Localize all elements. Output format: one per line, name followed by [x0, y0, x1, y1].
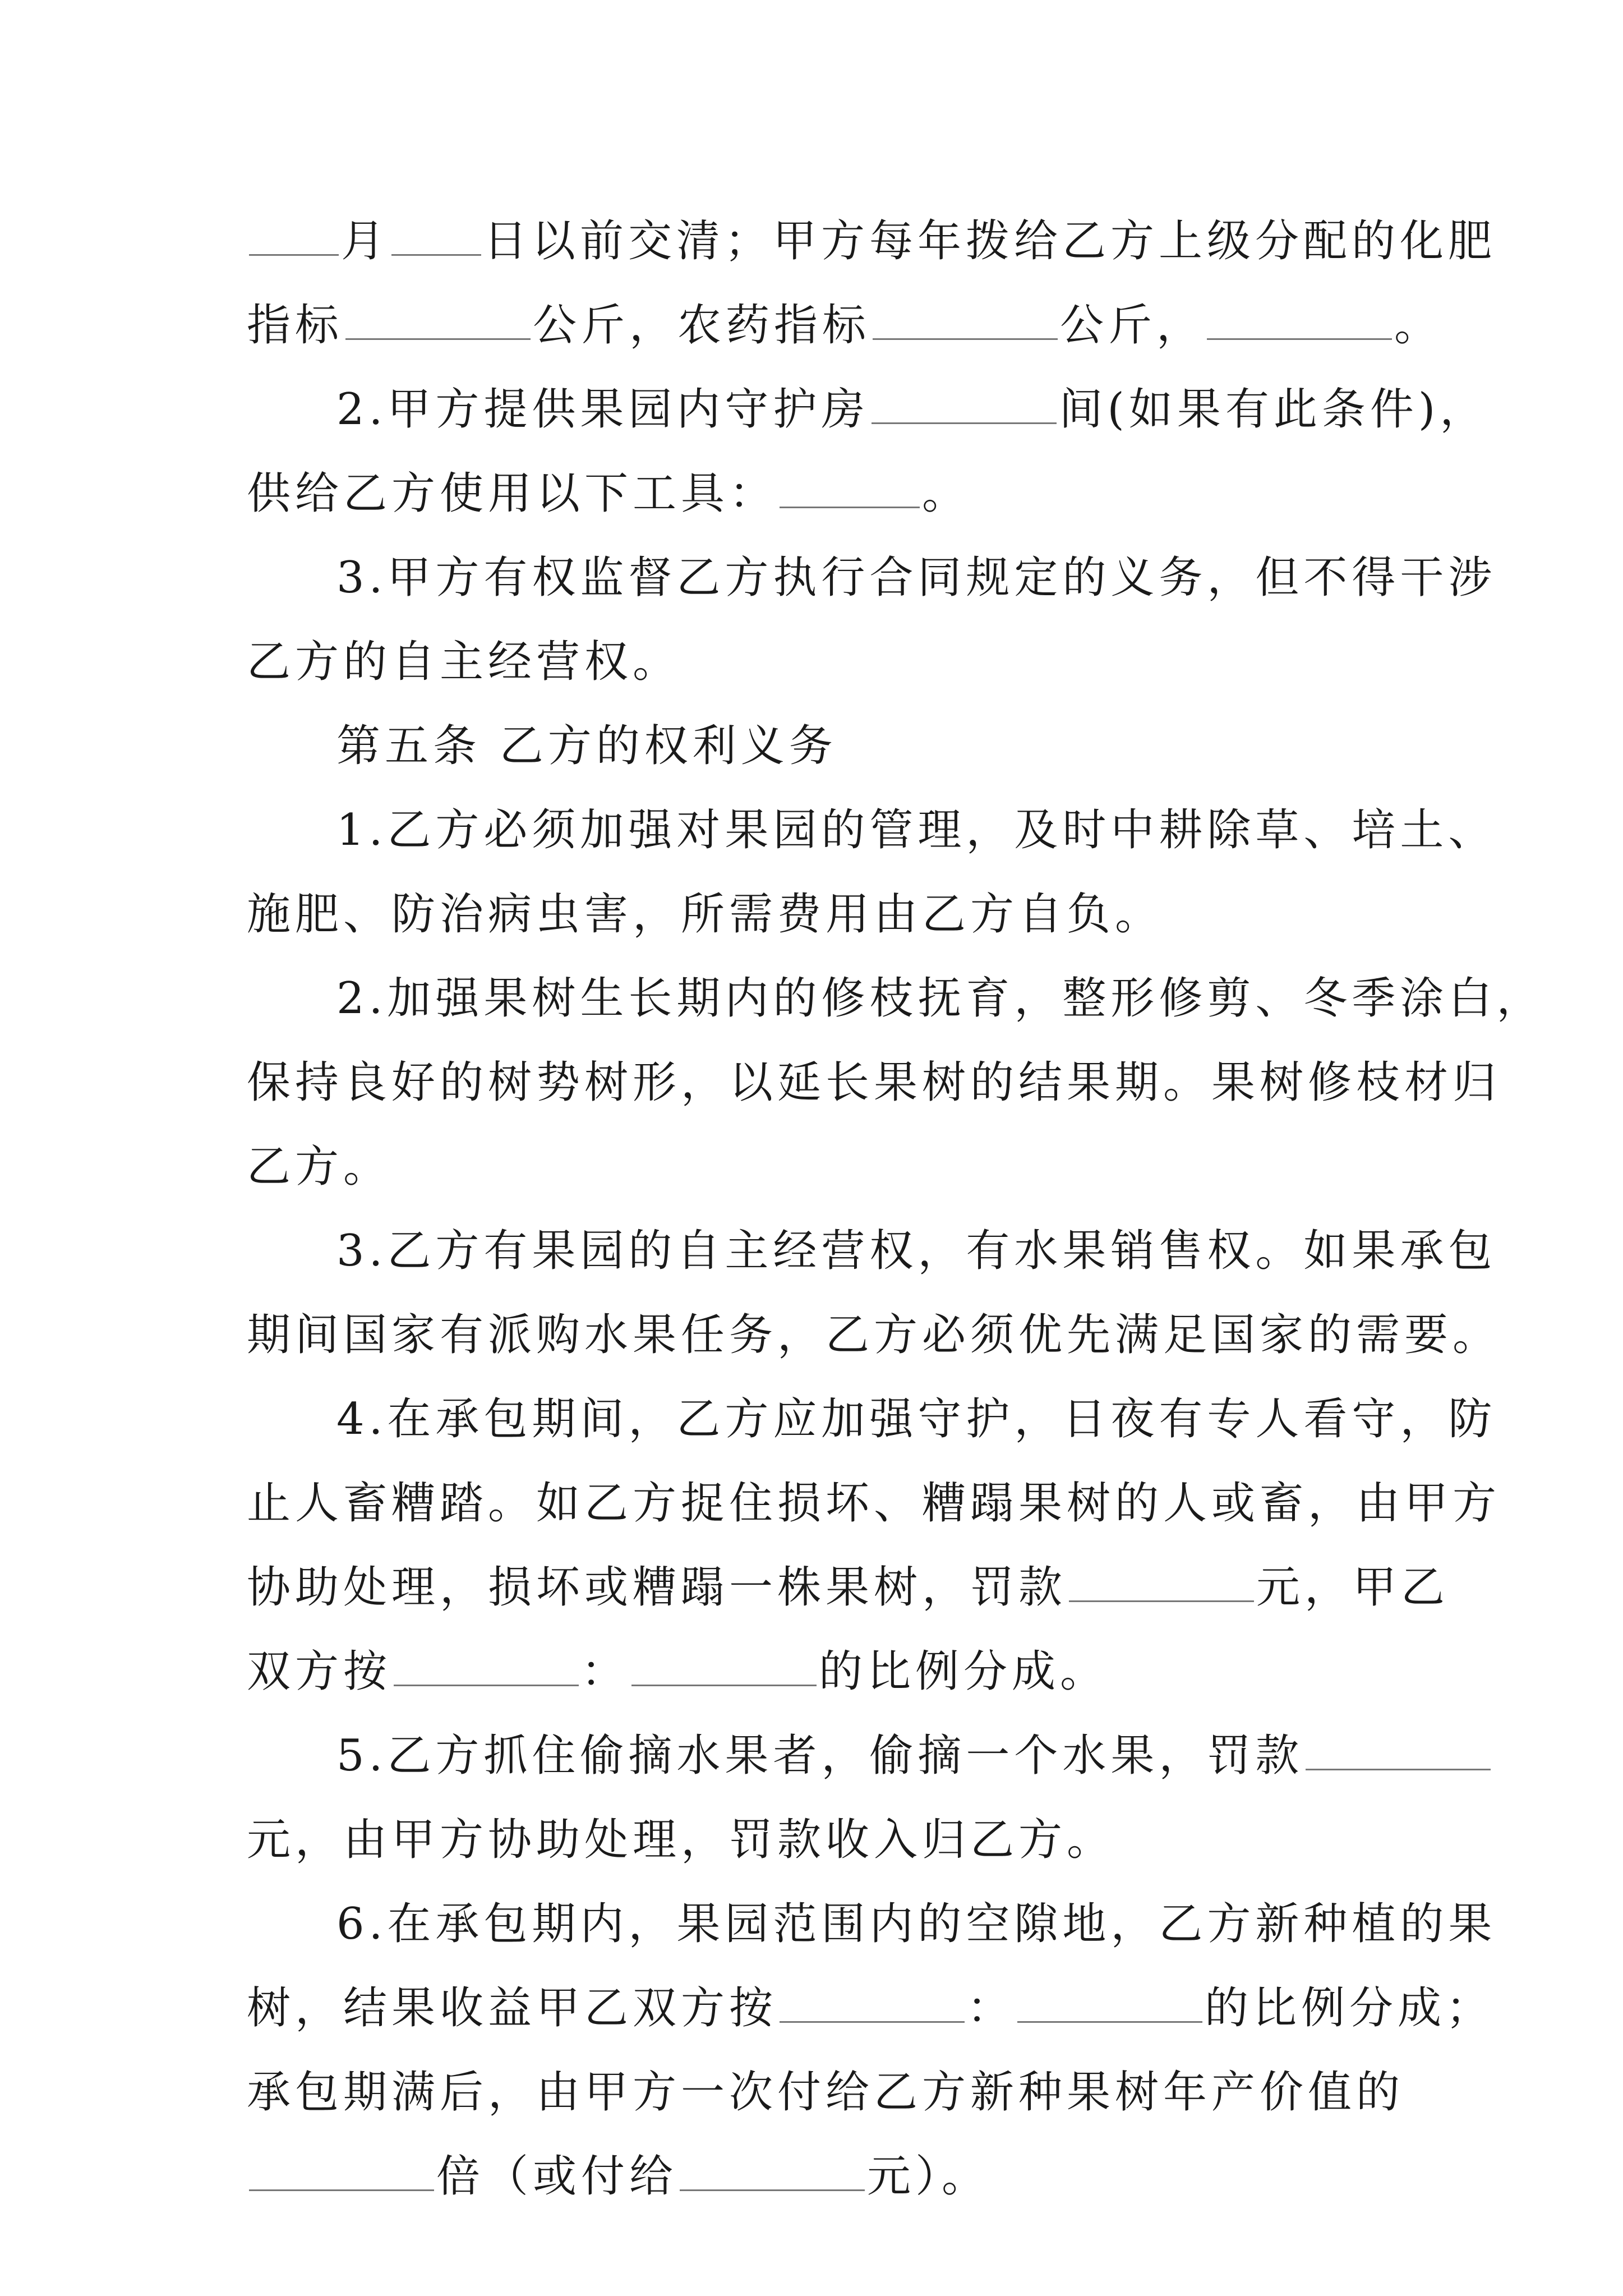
fill-blank: [873, 298, 1058, 340]
text-segment: 月: [341, 216, 390, 266]
text-segment: 倍（或付给: [436, 2151, 678, 2202]
text-segment: 公斤，农药指标: [533, 300, 871, 351]
text-segment: 。: [1394, 300, 1443, 351]
text-line: [247, 1644, 1108, 1700]
text-line: [336, 381, 1488, 438]
text-segment: 公斤，: [1060, 300, 1205, 351]
text-segment: 供给乙方使用以下工具：: [247, 468, 778, 519]
text-line: 1.乙方必须加强对果园的管理，及时中耕除草、培土、: [336, 805, 1497, 855]
text-segment: 协助处理，损坏或糟蹋一株果树，罚款: [247, 1562, 1067, 1613]
fill-blank: [345, 298, 531, 340]
text-segment: 的比例分成；: [1205, 1983, 1495, 2033]
text-segment: 指标: [247, 300, 344, 351]
fill-blank: [249, 214, 339, 256]
text-line: 3.甲方有权监督乙方执行合同规定的义务，但不得干涉: [336, 553, 1497, 603]
text-segment: 。: [922, 468, 971, 519]
text-segment: 5.乙方抓住偷摘水果者，偷摘一个水果，罚款: [336, 1731, 1304, 1781]
text-segment: 的比例分成。: [819, 1646, 1109, 1697]
fill-blank: [1069, 1560, 1254, 1602]
text-line: [247, 466, 970, 522]
text-segment: 间(如果有此条件)，: [1059, 384, 1488, 435]
text-line: 止人畜糟踏。如乙方捉住损坏、糟蹋果树的人或畜，由甲方: [247, 1478, 1501, 1529]
fill-blank: [680, 2149, 865, 2191]
text-line: [247, 213, 1496, 269]
text-line: 6.在承包期内，果园范围内的空隙地，乙方新种植的果: [336, 1899, 1497, 1949]
text-line: 2.加强果树生长期内的修枝抚育，整形修剪、冬季涂白，: [336, 973, 1545, 1024]
text-line: 4.在承包期间，乙方应加强守护，日夜有专人看守，防: [336, 1394, 1497, 1444]
section-heading: 第五条 乙方的权利义务: [336, 721, 837, 771]
text-segment: 元）。: [867, 2151, 990, 2202]
fill-blank: [872, 382, 1057, 424]
text-segment: 元，甲乙: [1256, 1562, 1450, 1613]
text-line: 期间国家有派购水果任务，乙方必须优先满足国家的需要。: [247, 1310, 1501, 1360]
fill-blank: [780, 466, 920, 508]
text-segment: 树，结果收益甲乙双方按: [247, 1983, 778, 2033]
fill-blank: [1017, 1981, 1202, 2023]
text-line: 3.乙方有果园的自主经营权，有水果销售权。如果承包: [336, 1226, 1497, 1276]
text-line: 保持良好的树势树形，以延长果树的结果期。果树修枝材归: [247, 1057, 1501, 1108]
fill-blank: [1207, 298, 1392, 340]
text-segment: 2.甲方提供果园内守护房: [336, 384, 870, 435]
fill-blank: [391, 214, 481, 256]
text-line: 承包期满后，由甲方一次付给乙方新种果树年产价值的: [247, 2067, 1405, 2118]
fill-blank: [780, 1981, 965, 2023]
text-line: [247, 2148, 990, 2205]
text-segment: ：: [581, 1646, 630, 1697]
fill-blank: [394, 1644, 579, 1686]
text-line: [247, 1980, 1494, 2036]
text-segment: 双方按: [247, 1646, 392, 1697]
text-line: [247, 1559, 1449, 1616]
text-line: 元，由甲方协助处理，罚款收入归乙方。: [247, 1815, 1115, 1865]
text-line: 施肥、防治病虫害，所需费用由乙方自负。: [247, 889, 1164, 940]
text-line: 乙方。: [247, 1142, 392, 1192]
text-segment: ：: [967, 1983, 1016, 2033]
fill-blank: [1306, 1728, 1491, 1770]
text-line: [247, 297, 1442, 353]
text-segment: 日以前交清；甲方每年拨给乙方上级分配的化肥: [483, 216, 1497, 266]
fill-blank: [631, 1644, 817, 1686]
fill-blank: [249, 2149, 434, 2191]
text-line: 乙方的自主经营权。: [247, 637, 681, 687]
text-line: [336, 1728, 1493, 1784]
